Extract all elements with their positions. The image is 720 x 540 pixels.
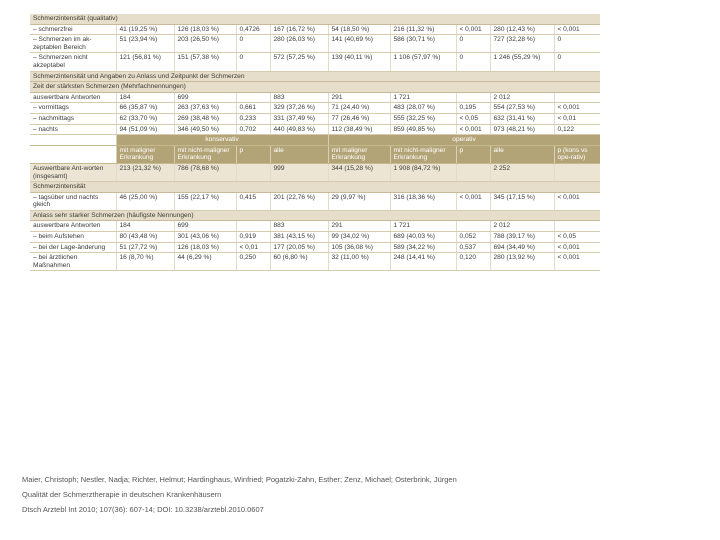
table-cell: 269 (38,48 %)	[174, 113, 236, 124]
table-cell: 694 (34,49 %)	[490, 242, 554, 253]
table-cell: 1 246 (55,29 %)	[490, 53, 554, 71]
table-cell: 216 (11,32 %)	[390, 24, 456, 35]
table-cell: 555 (32,25 %)	[390, 113, 456, 124]
citation-source: Dtsch Arztebl Int 2010; 107(36): 607-14; DOI: 10.3238/arztebl.2010.0607	[22, 505, 264, 514]
table-cell: 1 721	[390, 92, 456, 103]
table-row	[30, 242, 600, 253]
row-label: – nachmittags	[30, 113, 116, 124]
table-cell: 62 (33,70 %)	[116, 113, 174, 124]
table-cell: 0,250	[236, 253, 270, 271]
row-label: auswertbare Antworten	[30, 221, 116, 232]
table-cell: 167 (16,72 %)	[270, 24, 328, 35]
row-label: – Schmerzen im ak-zeptablen Bereich	[30, 35, 116, 53]
table-cell: 0,919	[236, 232, 270, 243]
table-row	[30, 163, 600, 181]
table-row	[30, 210, 600, 221]
table-cell: 2 252	[490, 163, 554, 181]
table-cell: 589 (34,22 %)	[390, 242, 456, 253]
table-cell: 2 012	[490, 92, 554, 103]
table-cell: < 0,001	[456, 124, 490, 135]
table-row	[30, 145, 600, 163]
table-row	[30, 135, 600, 146]
table-cell: 1 908 (84,72 %)	[390, 163, 456, 181]
table-cell: 126 (18,03 %)	[174, 242, 236, 253]
table-cell: < 0,01	[554, 113, 600, 124]
column-header: p	[236, 145, 270, 163]
table-cell: 44 (6,29 %)	[174, 253, 236, 271]
table-row	[30, 35, 600, 53]
table-cell: 329 (37,26 %)	[270, 103, 328, 114]
table-cell: 177 (20,05 %)	[270, 242, 328, 253]
table-cell: 554 (27,53 %)	[490, 103, 554, 114]
column-header: mit maligner Erkrankung	[328, 145, 390, 163]
table-cell: 60 (6,80 %)	[270, 253, 328, 271]
section-heading: Anlass sehr starker Schmerzen (häufigste Nennungen)	[30, 210, 600, 221]
table-cell: 29 (9,97 %)	[328, 192, 390, 210]
table-cell	[456, 163, 490, 181]
citation-authors: Maier, Christoph; Nestler, Nadja; Richter, Helmut; Hardinghaus, Winfried; Pogatzki-Zahn, Esther; Zenz, Michael; Osterbrink, Jürgen	[22, 475, 457, 484]
table-row	[30, 103, 600, 114]
table-cell: < 0,001	[554, 24, 600, 35]
table-cell: 66 (35,87 %)	[116, 103, 174, 114]
table-cell: 0	[554, 35, 600, 53]
table-cell	[456, 221, 490, 232]
table-cell: 483 (28,07 %)	[390, 103, 456, 114]
table-cell: 151 (57,38 %)	[174, 53, 236, 71]
table-row	[30, 71, 600, 82]
section-heading: Schmerzintensität (qualitativ)	[30, 14, 600, 24]
group-label-operative: operativ	[328, 135, 600, 146]
table-cell: 586 (30,71 %)	[390, 35, 456, 53]
table-cell: 346 (49,50 %)	[174, 124, 236, 135]
table-row	[30, 92, 600, 103]
table-row	[30, 182, 600, 193]
section-heading: Schmerzintensität und Angaben zu Anlass und Zeitpunkt der Schmerzen	[30, 71, 600, 82]
row-label: – bei der Lage-änderung	[30, 242, 116, 253]
table-row	[30, 221, 600, 232]
table-cell: 141 (40,69 %)	[328, 35, 390, 53]
table-row	[30, 53, 600, 71]
table-cell: 105 (36,08 %)	[328, 242, 390, 253]
table-cell: 41 (19,25 %)	[116, 24, 174, 35]
column-header: mit nicht-maligner Erkrankung	[390, 145, 456, 163]
table-cell: 213 (21,32 %)	[116, 163, 174, 181]
table-cell: 1 721	[390, 221, 456, 232]
table-cell: 316 (18,36 %)	[390, 192, 456, 210]
table-cell: 263 (37,63 %)	[174, 103, 236, 114]
table-cell: 0,052	[456, 232, 490, 243]
row-label: – beim Aufstehen	[30, 232, 116, 243]
table-cell: < 0,001	[554, 253, 600, 271]
column-header: alle	[270, 145, 328, 163]
table-cell: < 0,05	[456, 113, 490, 124]
row-label: – tagsüber und nachts gleich	[30, 192, 116, 210]
table-cell: < 0,001	[554, 103, 600, 114]
table-row	[30, 14, 600, 24]
table-cell: 344 (15,28 %)	[328, 163, 390, 181]
table-cell: 0,661	[236, 103, 270, 114]
table-cell: 2 012	[490, 221, 554, 232]
table-row	[30, 113, 600, 124]
table-cell: 973 (48,21 %)	[490, 124, 554, 135]
row-label: Auswertbare Ant-worten (insgesamt)	[30, 163, 116, 181]
section-heading: Zeit der stärksten Schmerzen (Mehrfachnennungen)	[30, 82, 600, 93]
table-cell: 0,195	[456, 103, 490, 114]
table-cell	[554, 92, 600, 103]
table-row	[30, 232, 600, 243]
table-cell: 699	[174, 221, 236, 232]
table-cell: 280 (13,92 %)	[490, 253, 554, 271]
table-cell: 77 (26,46 %)	[328, 113, 390, 124]
table-row	[30, 124, 600, 135]
row-label: – bei ärztlichen Maßnahmen	[30, 253, 116, 271]
group-label-conservative: konservativ	[116, 135, 328, 146]
table-cell: 248 (14,41 %)	[390, 253, 456, 271]
column-header: mit nicht-maligner Erkrankung	[174, 145, 236, 163]
table-cell: 0,233	[236, 113, 270, 124]
table-cell: 345 (17,15 %)	[490, 192, 554, 210]
table-cell	[554, 163, 600, 181]
table-cell: 0,4726	[236, 24, 270, 35]
table-cell: 80 (43,48 %)	[116, 232, 174, 243]
table-cell: 301 (43,06 %)	[174, 232, 236, 243]
table-cell: 0,415	[236, 192, 270, 210]
table-row	[30, 253, 600, 271]
table-cell: 0,702	[236, 124, 270, 135]
column-header: p	[456, 145, 490, 163]
table-cell	[456, 92, 490, 103]
table-cell: 184	[116, 92, 174, 103]
table-cell: 280 (26,03 %)	[270, 35, 328, 53]
citation-title: Qualität der Schmerztherapie in deutschen Krankenhäusern	[22, 490, 222, 499]
table-cell: 0	[456, 53, 490, 71]
table-cell: 859 (49,85 %)	[390, 124, 456, 135]
table-cell: 0,537	[456, 242, 490, 253]
column-header: mit maligner Erkrankung	[116, 145, 174, 163]
band-spacer	[30, 135, 116, 146]
citation-block	[22, 472, 702, 517]
table-cell: 689 (40,03 %)	[390, 232, 456, 243]
row-label: – vormittags	[30, 103, 116, 114]
table-cell: < 0,001	[554, 192, 600, 210]
table-cell: 0	[236, 35, 270, 53]
table-cell: 440 (49,83 %)	[270, 124, 328, 135]
table-cell: < 0,001	[456, 192, 490, 210]
row-label: – Schmerzen nicht akzeptabel	[30, 53, 116, 71]
row-label: auswertbare Antworten	[30, 92, 116, 103]
table-cell: 632 (31,41 %)	[490, 113, 554, 124]
table-cell: 155 (22,17 %)	[174, 192, 236, 210]
table-cell: 51 (23,94 %)	[116, 35, 174, 53]
table-cell: 883	[270, 92, 328, 103]
table-row	[30, 24, 600, 35]
table-cell: 0,122	[554, 124, 600, 135]
table-cell: 727 (32,28 %)	[490, 35, 554, 53]
table-cell: 1 106 (57,97 %)	[390, 53, 456, 71]
table-cell: 331 (37,49 %)	[270, 113, 328, 124]
table-cell: < 0,001	[554, 242, 600, 253]
table-cell: 203 (26,50 %)	[174, 35, 236, 53]
table-cell: 94 (51,09 %)	[116, 124, 174, 135]
table-cell: 16 (8,70 %)	[116, 253, 174, 271]
section-heading: Schmerzintensität	[30, 182, 600, 193]
table-cell: < 0,05	[554, 232, 600, 243]
table-cell: 381 (43,15 %)	[270, 232, 328, 243]
table-row	[30, 82, 600, 93]
table-cell: 51 (27,72 %)	[116, 242, 174, 253]
table-cell: < 0,01	[236, 242, 270, 253]
table-cell: 46 (25,00 %)	[116, 192, 174, 210]
table-cell	[554, 221, 600, 232]
table-cell: 99 (34,02 %)	[328, 232, 390, 243]
table-cell: 291	[328, 92, 390, 103]
table-cell: 786 (78,68 %)	[174, 163, 236, 181]
table-cell: 572 (57,25 %)	[270, 53, 328, 71]
table-cell: 71 (24,40 %)	[328, 103, 390, 114]
row-label: – nachts	[30, 124, 116, 135]
table-cell: 883	[270, 221, 328, 232]
table-cell	[236, 163, 270, 181]
table-cell: 32 (11,00 %)	[328, 253, 390, 271]
table-cell: 126 (18,03 %)	[174, 24, 236, 35]
column-header: alle	[490, 145, 554, 163]
table-cell: < 0,001	[456, 24, 490, 35]
table-cell: 201 (22,76 %)	[270, 192, 328, 210]
table-row	[30, 192, 600, 210]
table-cell: 0	[236, 53, 270, 71]
table-cell: 121 (56,81 %)	[116, 53, 174, 71]
table-cell: 291	[328, 221, 390, 232]
table-cell: 280 (12,43 %)	[490, 24, 554, 35]
row-label	[30, 145, 116, 163]
table-cell: 184	[116, 221, 174, 232]
pain-therapy-results-table	[30, 14, 600, 271]
row-label: – schmerzfrei	[30, 24, 116, 35]
table-cell	[236, 221, 270, 232]
results-table-container	[30, 14, 600, 451]
column-header: p (kons vs ope-rativ)	[554, 145, 600, 163]
table-cell: 788 (39,17 %)	[490, 232, 554, 243]
table-cell	[236, 92, 270, 103]
table-cell: 699	[174, 92, 236, 103]
table-cell: 54 (18,50 %)	[328, 24, 390, 35]
table-cell: 112 (38,49 %)	[328, 124, 390, 135]
table-cell: 0,120	[456, 253, 490, 271]
table-cell: 999	[270, 163, 328, 181]
table-cell: 0	[456, 35, 490, 53]
table-cell: 0	[554, 53, 600, 71]
table-cell: 139 (40,11 %)	[328, 53, 390, 71]
